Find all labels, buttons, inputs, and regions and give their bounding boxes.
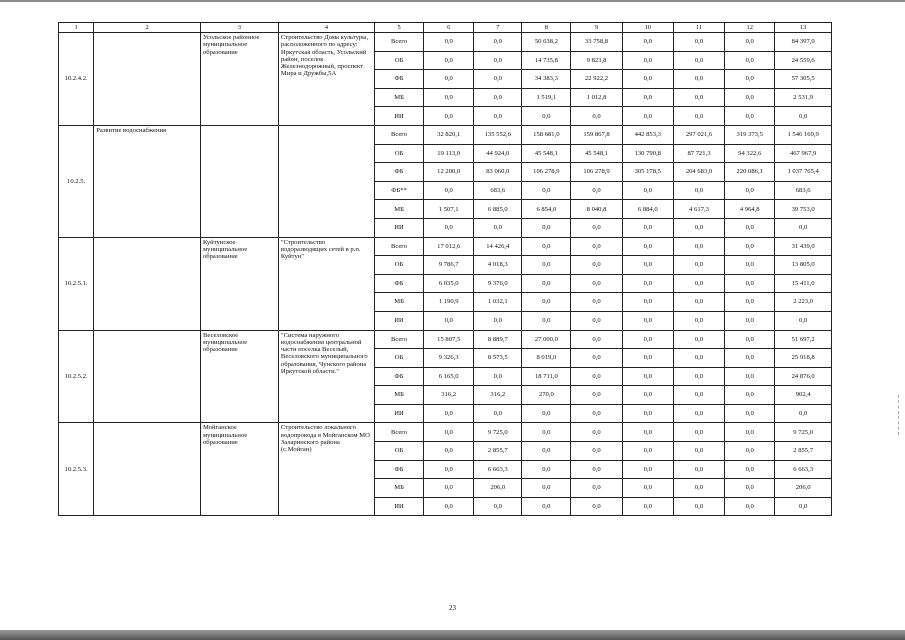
amount-cell: 0,0: [725, 367, 775, 386]
amount-cell: 8 019,0: [522, 349, 571, 368]
amount-cell: 1 507,1: [424, 200, 474, 219]
column-header: 9: [571, 23, 622, 33]
amount-cell: 316,2: [474, 386, 522, 405]
amount-cell: 0,0: [522, 181, 571, 200]
amount-cell: 106 278,9: [522, 163, 571, 182]
funding-source: ФБ: [375, 163, 424, 182]
amount-cell: 0,0: [571, 218, 622, 237]
amount-cell: 0,0: [775, 218, 832, 237]
amount-cell: 1 190,9: [424, 293, 474, 312]
amount-cell: 0,0: [424, 404, 474, 423]
amount-cell: 6 165,0: [424, 367, 474, 386]
amount-cell: 0,0: [725, 404, 775, 423]
amount-cell: 0,0: [725, 181, 775, 200]
amount-cell: 0,0: [673, 497, 724, 516]
program-name: [94, 330, 201, 423]
amount-cell: 0,0: [622, 311, 673, 330]
amount-cell: 0,0: [424, 460, 474, 479]
amount-cell: 1 037 765,4: [775, 163, 832, 182]
amount-cell: 0,0: [424, 51, 474, 70]
funding-source: МБ: [375, 479, 424, 498]
amount-cell: 0,0: [673, 386, 724, 405]
amount-cell: 0,0: [474, 107, 522, 126]
amount-cell: 0,0: [522, 274, 571, 293]
amount-cell: 0,0: [725, 256, 775, 275]
amount-cell: 22 922,2: [571, 70, 622, 89]
amount-cell: 0,0: [725, 51, 775, 70]
project-description: [278, 125, 374, 237]
amount-cell: 57 305,5: [775, 70, 832, 89]
amount-cell: 0,0: [775, 311, 832, 330]
amount-cell: 206,0: [775, 479, 832, 498]
amount-cell: 84 397,0: [775, 33, 832, 52]
amount-cell: 4 617,3: [673, 200, 724, 219]
funding-source: ФБ: [375, 274, 424, 293]
amount-cell: 158 681,0: [522, 125, 571, 144]
amount-cell: 0,0: [725, 497, 775, 516]
funding-source: Всего: [375, 423, 424, 442]
amount-cell: 9 725,0: [474, 423, 522, 442]
amount-cell: 15 807,5: [424, 330, 474, 349]
funding-source: Всего: [375, 33, 424, 52]
amount-cell: 0,0: [424, 70, 474, 89]
amount-cell: 6 663,3: [474, 460, 522, 479]
funding-source: Всего: [375, 330, 424, 349]
amount-cell: 0,0: [571, 497, 622, 516]
funding-source: ОБ: [375, 51, 424, 70]
project-description: "Строительство водоразводящих сетей в р.п. Куйтун": [278, 237, 374, 330]
amount-cell: 0,0: [622, 442, 673, 461]
table-body: [59, 23, 832, 516]
amount-cell: 1 546 169,9: [775, 125, 832, 144]
amount-cell: 0,0: [673, 311, 724, 330]
funding-source: Всего: [375, 125, 424, 144]
project-description: Строительство локального водопровода в Мойганском МО Заларинского района (с.Мойган): [278, 423, 374, 516]
amount-cell: 0,0: [522, 311, 571, 330]
amount-cell: 0,0: [673, 404, 724, 423]
amount-cell: 6 884,0: [622, 200, 673, 219]
amount-cell: 0,0: [522, 479, 571, 498]
amount-cell: 0,0: [522, 218, 571, 237]
amount-cell: 0,0: [424, 311, 474, 330]
funding-source: МБ: [375, 293, 424, 312]
amount-cell: 0,0: [474, 51, 522, 70]
amount-cell: 204 683,0: [673, 163, 724, 182]
amount-cell: 0,0: [673, 349, 724, 368]
amount-cell: 0,0: [725, 107, 775, 126]
amount-cell: 51 697,2: [775, 330, 832, 349]
amount-cell: 2 855,7: [775, 442, 832, 461]
amount-cell: 0,0: [622, 293, 673, 312]
amount-cell: 0,0: [622, 423, 673, 442]
amount-cell: 2 223,0: [775, 293, 832, 312]
amount-cell: 0,0: [673, 51, 724, 70]
item-code: 10.2.5.2.: [59, 330, 94, 423]
column-header: 2: [94, 23, 201, 33]
amount-cell: 0,0: [673, 181, 724, 200]
amount-cell: 0,0: [622, 70, 673, 89]
amount-cell: 0,0: [622, 237, 673, 256]
scan-edge-marks: [898, 395, 900, 435]
amount-cell: 0,0: [725, 460, 775, 479]
header-row: [59, 23, 832, 33]
amount-cell: 0,0: [725, 479, 775, 498]
amount-cell: 0,0: [775, 497, 832, 516]
amount-cell: 319 373,5: [725, 125, 775, 144]
table-row: [59, 33, 832, 52]
funding-source: ИИ: [375, 311, 424, 330]
amount-cell: 0,0: [622, 349, 673, 368]
amount-cell: 0,0: [571, 274, 622, 293]
column-header: 12: [725, 23, 775, 33]
amount-cell: 683,6: [474, 181, 522, 200]
amount-cell: 0,0: [725, 70, 775, 89]
amount-cell: 0,0: [571, 423, 622, 442]
funding-source: ИИ: [375, 107, 424, 126]
amount-cell: 0,0: [775, 404, 832, 423]
amount-cell: 0,0: [424, 107, 474, 126]
amount-cell: 316,2: [424, 386, 474, 405]
amount-cell: 297 021,6: [673, 125, 724, 144]
amount-cell: 0,0: [622, 479, 673, 498]
amount-cell: 45 548,1: [522, 144, 571, 163]
amount-cell: 0,0: [571, 293, 622, 312]
amount-cell: 0,0: [725, 330, 775, 349]
amount-cell: 0,0: [571, 479, 622, 498]
amount-cell: 0,0: [622, 88, 673, 107]
amount-cell: 0,0: [673, 423, 724, 442]
amount-cell: 305 178,5: [622, 163, 673, 182]
amount-cell: 9 725,0: [775, 423, 832, 442]
funding-source: МБ: [375, 200, 424, 219]
municipality-name: Мойганское муниципальное образование: [200, 423, 278, 516]
funding-source: ИИ: [375, 218, 424, 237]
funding-source: ОБ: [375, 442, 424, 461]
amount-cell: 0,0: [673, 460, 724, 479]
amount-cell: 0,0: [474, 311, 522, 330]
amount-cell: 83 060,0: [474, 163, 522, 182]
funding-source: МБ: [375, 88, 424, 107]
amount-cell: 12 200,0: [424, 163, 474, 182]
amount-cell: 0,0: [673, 442, 724, 461]
item-code: 10.2.5.1.: [59, 237, 94, 330]
program-name: [94, 237, 201, 330]
amount-cell: 9 376,0: [474, 274, 522, 293]
amount-cell: 0,0: [622, 107, 673, 126]
column-header: 3: [200, 23, 278, 33]
amount-cell: 0,0: [571, 367, 622, 386]
amount-cell: 0,0: [424, 181, 474, 200]
amount-cell: 0,0: [571, 256, 622, 275]
amount-cell: 6 854,0: [522, 200, 571, 219]
page-number: 23: [449, 604, 456, 612]
column-header: 5: [375, 23, 424, 33]
amount-cell: 0,0: [673, 293, 724, 312]
amount-cell: 0,0: [673, 88, 724, 107]
amount-cell: 0,0: [474, 497, 522, 516]
column-header: 4: [278, 23, 374, 33]
item-code: 10.2.5.: [59, 125, 94, 237]
amount-cell: 467 967,9: [775, 144, 832, 163]
amount-cell: 0,0: [571, 349, 622, 368]
amount-cell: 442 853,3: [622, 125, 673, 144]
amount-cell: 0,0: [522, 442, 571, 461]
column-header: 1: [59, 23, 94, 33]
column-header: 7: [474, 23, 522, 33]
table-row: [59, 237, 832, 256]
amount-cell: 0,0: [725, 442, 775, 461]
amount-cell: 0,0: [522, 237, 571, 256]
amount-cell: 19 113,0: [424, 144, 474, 163]
amount-cell: 13 805,0: [775, 256, 832, 275]
funding-source: ФБ: [375, 70, 424, 89]
amount-cell: 270,0: [522, 386, 571, 405]
amount-cell: 159 867,8: [571, 125, 622, 144]
amount-cell: 0,0: [571, 442, 622, 461]
amount-cell: 27 000,0: [522, 330, 571, 349]
column-header: 6: [424, 23, 474, 33]
amount-cell: 17 012,6: [424, 237, 474, 256]
funding-source: ФБ: [375, 367, 424, 386]
amount-cell: 94 322,6: [725, 144, 775, 163]
amount-cell: 0,0: [725, 293, 775, 312]
funding-source: ИИ: [375, 404, 424, 423]
amount-cell: 0,0: [622, 274, 673, 293]
amount-cell: 2 855,7: [474, 442, 522, 461]
amount-cell: 0,0: [522, 293, 571, 312]
funding-source: Всего: [375, 237, 424, 256]
municipality-name: [200, 125, 278, 237]
amount-cell: 39 753,0: [775, 200, 832, 219]
column-header: 8: [522, 23, 571, 33]
amount-cell: 0,0: [622, 33, 673, 52]
funding-source: ФБ**: [375, 181, 424, 200]
amount-cell: 0,0: [571, 107, 622, 126]
funding-source: МБ: [375, 386, 424, 405]
amount-cell: 0,0: [673, 256, 724, 275]
amount-cell: 24 559,6: [775, 51, 832, 70]
funding-source: ОБ: [375, 144, 424, 163]
amount-cell: 4 964,8: [725, 200, 775, 219]
amount-cell: 0,0: [725, 423, 775, 442]
amount-cell: 0,0: [571, 237, 622, 256]
amount-cell: 0,0: [725, 311, 775, 330]
amount-cell: 0,0: [571, 404, 622, 423]
amount-cell: 0,0: [522, 256, 571, 275]
municipality-name: Куйтунское муниципальное образование: [200, 237, 278, 330]
amount-cell: 0,0: [474, 367, 522, 386]
amount-cell: 0,0: [522, 497, 571, 516]
amount-cell: 0,0: [622, 404, 673, 423]
amount-cell: 0,0: [424, 218, 474, 237]
amount-cell: 24 876,0: [775, 367, 832, 386]
amount-cell: 8 573,5: [474, 349, 522, 368]
amount-cell: 0,0: [474, 404, 522, 423]
scan-edge-bottom: [0, 630, 905, 640]
amount-cell: 8 040,8: [571, 200, 622, 219]
amount-cell: 18 711,0: [522, 367, 571, 386]
amount-cell: 0,0: [571, 386, 622, 405]
amount-cell: 0,0: [622, 460, 673, 479]
amount-cell: 0,0: [474, 33, 522, 52]
amount-cell: 6 885,0: [474, 200, 522, 219]
amount-cell: 6 663,3: [775, 460, 832, 479]
amount-cell: 106 278,9: [571, 163, 622, 182]
amount-cell: 15 411,0: [775, 274, 832, 293]
amount-cell: 206,0: [474, 479, 522, 498]
amount-cell: 0,0: [424, 497, 474, 516]
amount-cell: 0,0: [622, 256, 673, 275]
amount-cell: 0,0: [725, 274, 775, 293]
amount-cell: 0,0: [474, 88, 522, 107]
amount-cell: 50 638,2: [522, 33, 571, 52]
item-code: 10.2.5.3.: [59, 423, 94, 516]
table-row: [59, 423, 832, 442]
amount-cell: 87 721,3: [673, 144, 724, 163]
table-row: [59, 330, 832, 349]
amount-cell: 0,0: [622, 386, 673, 405]
amount-cell: 0,0: [673, 367, 724, 386]
scan-edge-top: [0, 0, 905, 2]
amount-cell: 0,0: [571, 311, 622, 330]
amount-cell: 0,0: [424, 423, 474, 442]
amount-cell: 4 018,3: [474, 256, 522, 275]
amount-cell: 0,0: [571, 460, 622, 479]
amount-cell: 31 439,0: [775, 237, 832, 256]
amount-cell: 0,0: [424, 88, 474, 107]
amount-cell: 0,0: [424, 442, 474, 461]
amount-cell: 0,0: [622, 330, 673, 349]
amount-cell: 0,0: [474, 70, 522, 89]
amount-cell: 0,0: [673, 274, 724, 293]
funding-source: ОБ: [375, 349, 424, 368]
funding-source: ФБ: [375, 460, 424, 479]
amount-cell: 14 735,8: [522, 51, 571, 70]
amount-cell: 0,0: [725, 386, 775, 405]
amount-cell: 9 326,3: [424, 349, 474, 368]
amount-cell: 1 032,1: [474, 293, 522, 312]
amount-cell: 45 548,1: [571, 144, 622, 163]
amount-cell: 0,0: [775, 107, 832, 126]
program-name: [94, 33, 201, 126]
budget-table: [58, 22, 832, 516]
program-name: Развитие водоснабжения: [94, 125, 201, 237]
amount-cell: 0,0: [673, 70, 724, 89]
municipality-name: Усольское районное муниципальное образование: [200, 33, 278, 126]
amount-cell: 0,0: [424, 479, 474, 498]
amount-cell: 33 758,8: [571, 33, 622, 52]
amount-cell: 683,6: [775, 181, 832, 200]
amount-cell: 0,0: [725, 33, 775, 52]
amount-cell: 0,0: [571, 181, 622, 200]
amount-cell: 9 823,8: [571, 51, 622, 70]
amount-cell: 0,0: [622, 51, 673, 70]
amount-cell: 6 035,0: [424, 274, 474, 293]
column-header: 10: [622, 23, 673, 33]
amount-cell: 0,0: [622, 367, 673, 386]
amount-cell: 44 924,0: [474, 144, 522, 163]
amount-cell: 0,0: [673, 33, 724, 52]
table-row: [59, 125, 832, 144]
amount-cell: 0,0: [725, 88, 775, 107]
amount-cell: 130 790,8: [622, 144, 673, 163]
municipality-name: Веселовское муниципальное образование: [200, 330, 278, 423]
amount-cell: 1 012,8: [571, 88, 622, 107]
amount-cell: 0,0: [474, 218, 522, 237]
amount-cell: 9 786,7: [424, 256, 474, 275]
amount-cell: 0,0: [673, 107, 724, 126]
amount-cell: 0,0: [424, 33, 474, 52]
amount-cell: 0,0: [725, 218, 775, 237]
amount-cell: 0,0: [622, 181, 673, 200]
amount-cell: 2 531,9: [775, 88, 832, 107]
amount-cell: 32 820,1: [424, 125, 474, 144]
amount-cell: 0,0: [673, 218, 724, 237]
amount-cell: 135 552,6: [474, 125, 522, 144]
project-description: Строительство Дома культуры, расположенного по адресу: Иркутская область, Усольский район, поселок Железнодорожный, проспект Мира и Дружбы,5А: [278, 33, 374, 126]
amount-cell: 0,0: [673, 237, 724, 256]
amount-cell: 0,0: [725, 349, 775, 368]
column-header: 11: [673, 23, 724, 33]
amount-cell: 14 426,4: [474, 237, 522, 256]
amount-cell: 34 383,3: [522, 70, 571, 89]
amount-cell: 1 519,1: [522, 88, 571, 107]
amount-cell: 0,0: [673, 479, 724, 498]
item-code: 10.2.4.2.: [59, 33, 94, 126]
amount-cell: 0,0: [571, 330, 622, 349]
amount-cell: 0,0: [522, 423, 571, 442]
funding-source: ИИ: [375, 497, 424, 516]
amount-cell: 0,0: [673, 330, 724, 349]
amount-cell: 0,0: [725, 237, 775, 256]
amount-cell: 8 889,7: [474, 330, 522, 349]
amount-cell: 25 918,8: [775, 349, 832, 368]
amount-cell: 220 086,1: [725, 163, 775, 182]
amount-cell: 0,0: [622, 218, 673, 237]
amount-cell: 0,0: [522, 404, 571, 423]
funding-source: ОБ: [375, 256, 424, 275]
amount-cell: 0,0: [622, 497, 673, 516]
amount-cell: 0,0: [522, 460, 571, 479]
program-name: [94, 423, 201, 516]
project-description: "Система наружного водоснабжения центральной части поселка Веселый, Веселовского муниципального образования, Чунского района Иркутской области.": [278, 330, 374, 423]
column-header: 13: [775, 23, 832, 33]
amount-cell: 0,0: [522, 107, 571, 126]
amount-cell: 902,4: [775, 386, 832, 405]
